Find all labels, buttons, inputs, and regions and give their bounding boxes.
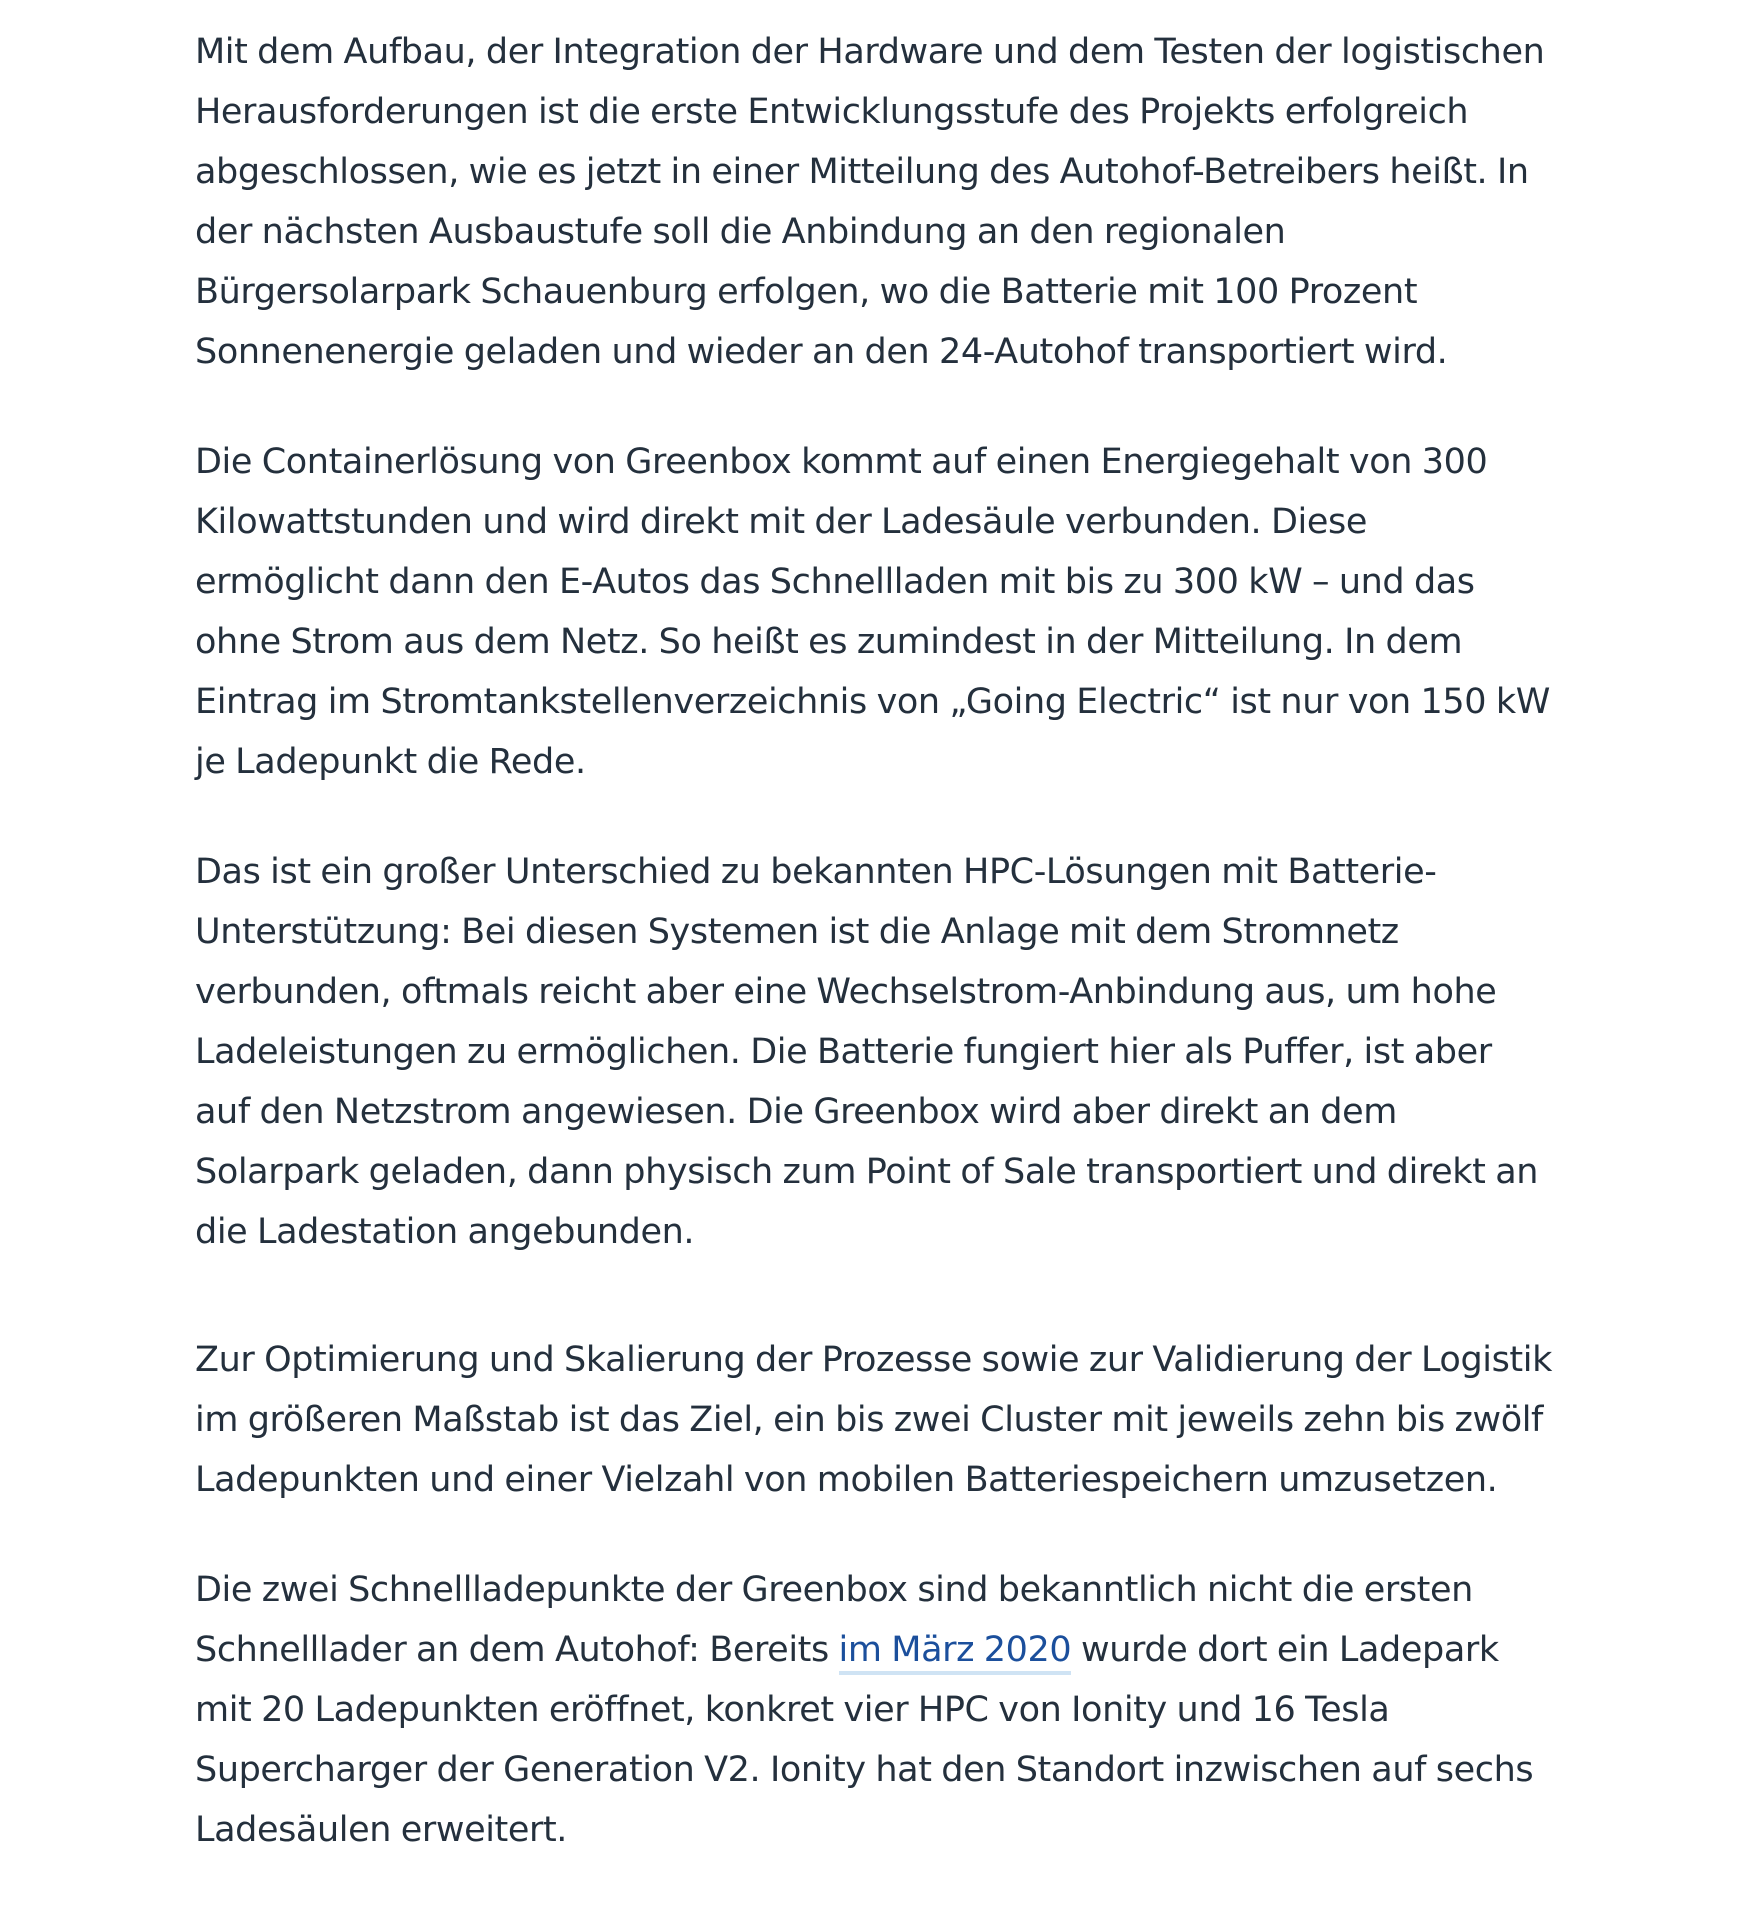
paragraph-hpc-comparison: Das ist ein großer Unterschied zu bekannten HPC-Lösungen mit Batterie-Unterstützung: Bei diesen Systemen ist die Anlage mit dem Stromnetz verbunden, oftmals reicht aber eine Wechselstrom-Anbindung aus, um hohe Ladeleistungen zu ermöglichen. Die Batterie fungiert hier als Puffer, ist aber auf den Netzstrom angewiesen. Die Greenbox wird aber direkt an dem Solarpark geladen, dann physisch zum Point of Sale transportiert und direkt an die Ladestation angebunden. xyxy=(195,852,1539,1252)
paragraph-first-stage: Mit dem Aufbau, der Integration der Hardware und dem Testen der logistischen Herausforderungen ist die erste Entwicklungsstufe des Projekts erfolgreich abgeschlossen, wie es jetzt in einer Mitteilung des Autohof-Betreibers heißt. In der nächsten Ausbaustufe soll die Anbindung an den regionalen Bürgersolarpark Schauenburg erfolgen, wo die Batterie mit 100 Prozent Sonnenenergie geladen und wieder an den 24-Autohof transportiert wird. xyxy=(195,32,1545,372)
paragraph-existing-chargers xyxy=(195,1560,1555,1860)
paragraph-container-solution: Die Containerlösung von Greenbox kommt auf einen Energiegehalt von 300 Kilowattstunden und wird direkt mit der Ladesäule verbunden. Diese ermöglicht dann den E-Autos das Schnellladen mit bis zu 300 kW – und das ohne Strom aus dem Netz. So heißt es zumindest in der Mitteilung. In dem Eintrag im Stromtankstellenverzeichnis von „Going Electric“ ist nur von 150 kW je Ladepunkt die Rede. xyxy=(195,442,1550,782)
march-2020-link[interactable]: im März 2020 xyxy=(839,1630,1072,1675)
article-body xyxy=(195,22,1555,1910)
paragraph-text-before-link: Die zwei Schnellladepunkte der Greenbox sind bekanntlich nicht die ersten Schnelllader an dem Autohof: Bereits xyxy=(195,1570,1473,1670)
paragraph-text-after-link: wurde dort ein Ladepark mit 20 Ladepunkten eröffnet, konkret vier HPC von Ionity und 16 Tesla Supercharger der Generation V2. Ionity hat den Standort inzwischen auf sechs Ladesäulen erweitert. xyxy=(195,1630,1534,1850)
paragraph-scaling-goal: Zur Optimierung und Skalierung der Prozesse sowie zur Validierung der Logistik im größeren Maßstab ist das Ziel, ein bis zwei Cluster mit jeweils zehn bis zwölf Ladepunkten und einer Vielzahl von mobilen Batteriespeichern umzusetzen. xyxy=(195,1340,1552,1500)
